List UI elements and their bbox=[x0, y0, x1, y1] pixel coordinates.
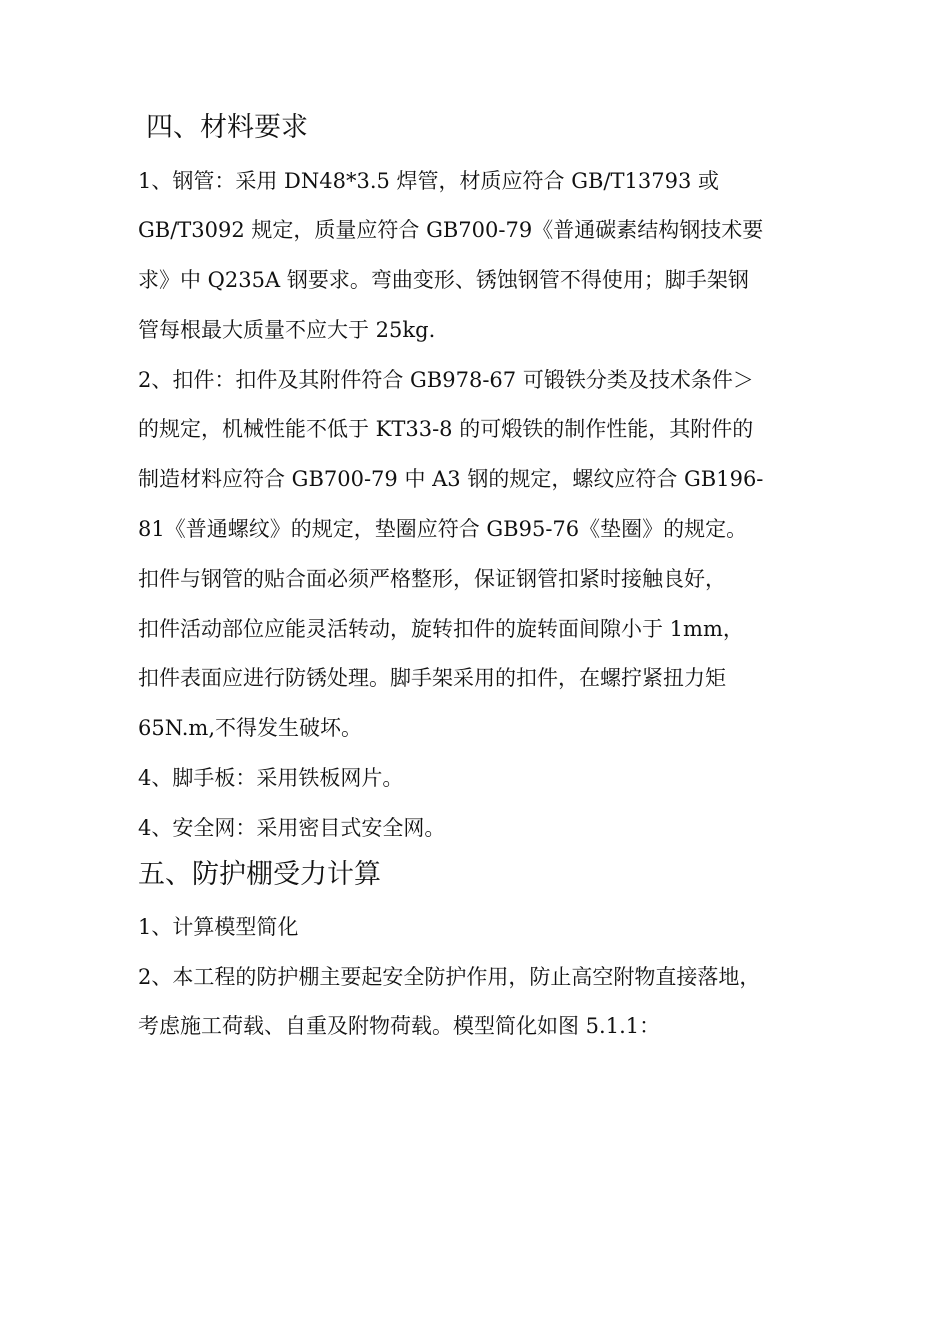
section-4-line-10: 扣件活动部位应能灵活转动，旋转扣件的旋转面间隙小于 1mm， bbox=[138, 617, 744, 641]
section-4-line-11: 扣件表面应进行防锈处理。脚手架采用的扣件，在螺拧紧扭力矩 bbox=[138, 666, 726, 690]
section-4-line-14: 4、安全网：采用密目式安全网。 bbox=[138, 816, 446, 840]
section-4-line-12: 65N.m,不得发生破坏。 bbox=[138, 716, 363, 740]
section-4-heading: 四、材料要求 bbox=[146, 112, 308, 143]
section-5-line-2: 2、本工程的防护棚主要起安全防护作用，防止高空附物直接落地， bbox=[138, 965, 761, 989]
section-4-line-3: 求》中 Q235A 钢要求。弯曲变形、锈蚀钢管不得使用；脚手架钢 bbox=[138, 268, 749, 292]
section-4-line-13: 4、脚手板：采用铁板网片。 bbox=[138, 766, 404, 790]
section-4-line-9: 扣件与钢管的贴合面必须严格整形，保证钢管扣紧时接触良好， bbox=[138, 567, 726, 591]
section-4-line-5: 2、扣件：扣件及其附件符合 GB978-67 可锻铁分类及技术条件＞ bbox=[138, 368, 754, 392]
section-4-line-6: 的规定，机械性能不低于 KT33-8 的可煅铁的制作性能，其附件的 bbox=[138, 417, 754, 441]
section-5-line-3: 考虑施工荷载、自重及附物荷载。模型简化如图 5.1.1： bbox=[138, 1014, 661, 1038]
section-5-line-1: 1、计算模型简化 bbox=[138, 915, 299, 939]
section-4-line-7: 制造材料应符合 GB700-79 中 A3 钢的规定，螺纹应符合 GB196- bbox=[138, 467, 764, 491]
section-4-line-2: GB/T3092 规定，质量应符合 GB700-79《普通碳素结构钢技术要 bbox=[138, 218, 764, 242]
section-5-heading: 五、防护棚受力计算 bbox=[138, 859, 381, 890]
section-4-line-1: 1、钢管：采用 DN48*3.5 焊管，材质应符合 GB/T13793 或 bbox=[138, 169, 719, 193]
section-4-line-4: 管每根最大质量不应大于 25kg. bbox=[138, 318, 436, 342]
section-4-line-8: 81《普通螺纹》的规定，垫圈应符合 GB95-76《垫圈》的规定。 bbox=[138, 517, 748, 541]
